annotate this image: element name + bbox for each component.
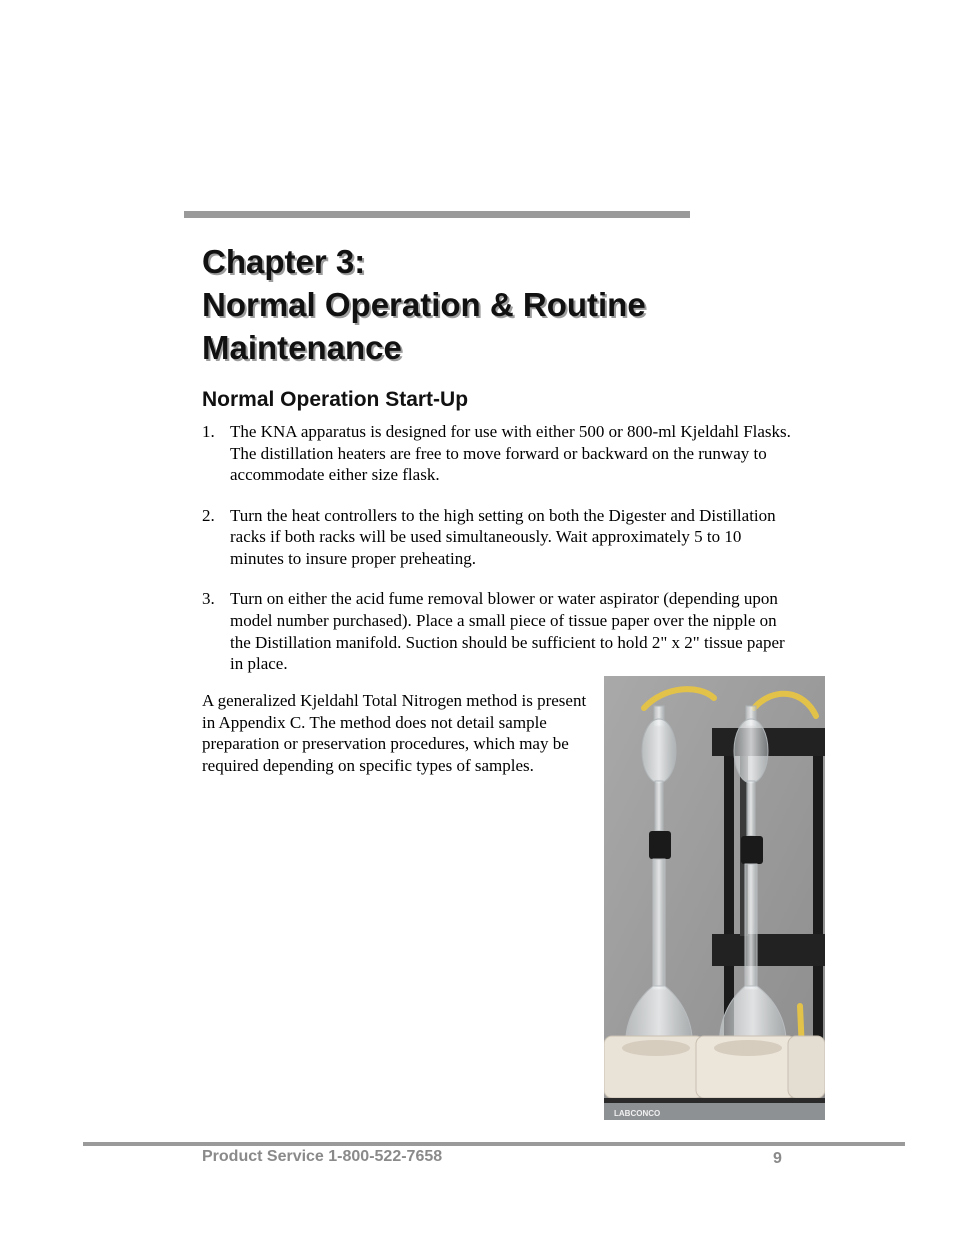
method-paragraph: A generalized Kjeldahl Total Nitrogen method is present in Appendix C. The method does not detail sample preparation or preservation procedures, which may be required depending on specific types of samples. — [202, 691, 587, 776]
step-number: 1. — [202, 422, 215, 441]
chapter-title — [202, 240, 802, 369]
list-item — [202, 505, 792, 570]
footer-rule — [83, 1142, 905, 1146]
chapter-top-rule — [184, 211, 690, 218]
list-item — [202, 588, 792, 675]
step-number: 2. — [202, 505, 215, 525]
step-number: 3. — [202, 589, 215, 609]
apparatus-illustration — [604, 676, 825, 1120]
chapter-title-line-2: Normal Operation & Routine — [202, 286, 646, 323]
step-text: Turn on either the acid fume removal blower or water aspirator (depending upon model number purchased). Place a small piece of tissue paper over the nipple on the Distillation manifold. Suction should be sufficient to hold 2" x 2" tissue paper in place. — [230, 589, 785, 674]
chapter-title-line-3: Maintenance — [202, 329, 402, 366]
step-list — [202, 421, 792, 694]
heater-units — [604, 1036, 825, 1120]
page-number: 9 — [773, 1150, 782, 1167]
list-item — [202, 421, 792, 486]
chapter-title-line-1: Chapter 3: — [202, 243, 366, 280]
step-text: The KNA apparatus is designed for use with either 500 or 800-ml Kjeldahl Flasks. The distillation heaters are free to move forward or backward on the runway to accommodate either size flask. — [230, 422, 791, 485]
footer-product-service: Product Service 1-800-522-7658 — [202, 1148, 443, 1165]
step-text: Turn the heat controllers to the high setting on both the Digester and Distillation racks if both racks will be used simultaneously. Wait approximately 5 to 10 minutes to insure proper preheating. — [230, 505, 776, 569]
section-heading: Normal Operation Start-Up — [202, 388, 469, 411]
brand-label: LABCONCO — [614, 1109, 661, 1118]
apparatus-photo — [604, 676, 825, 1120]
